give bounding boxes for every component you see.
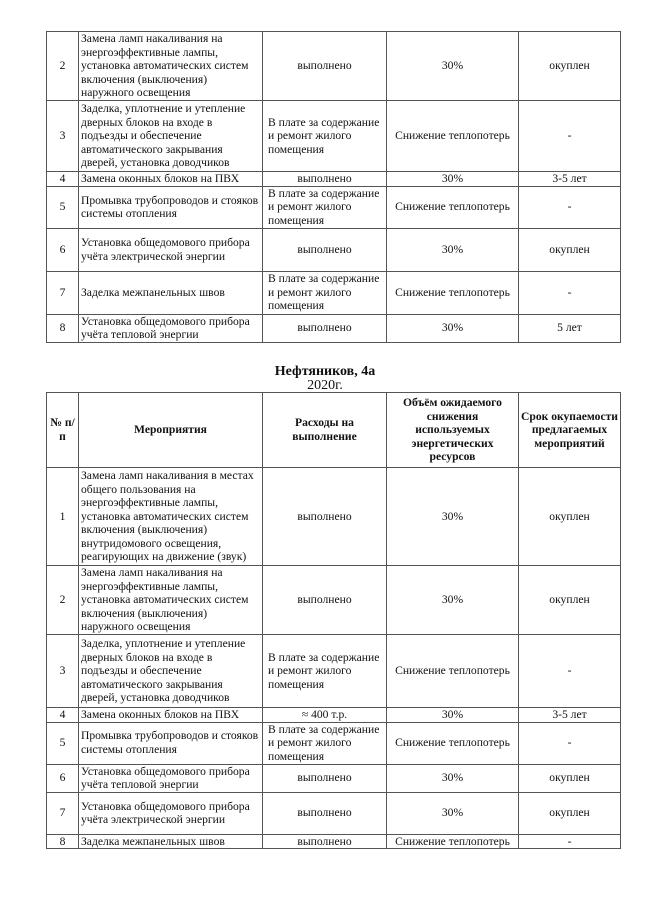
row-number: 5 <box>47 186 79 228</box>
payback-cell: - <box>519 834 621 849</box>
cost-cell: выполнено <box>263 834 387 849</box>
table-row <box>47 314 621 342</box>
row-number: 8 <box>47 314 79 342</box>
cost-cell: выполнено <box>263 792 387 834</box>
row-number: 5 <box>47 722 79 764</box>
volume-cell: 30% <box>387 468 519 566</box>
measures-table <box>46 392 621 849</box>
table-row <box>47 634 621 707</box>
payback-cell: окуплен <box>519 566 621 635</box>
volume-cell: Снижение теплопотерь <box>387 271 519 314</box>
table-row <box>47 271 621 314</box>
payback-cell: - <box>519 634 621 707</box>
activity-cell: Установка общедомового прибора учёта тепловой энергии <box>79 314 263 342</box>
row-number: 3 <box>47 634 79 707</box>
table-row <box>47 172 621 187</box>
table-row <box>47 228 621 271</box>
table-row <box>47 722 621 764</box>
payback-cell: окуплен <box>519 792 621 834</box>
activity-cell: Промывка трубопроводов и стояков системы отопления <box>79 186 263 228</box>
cost-cell: В плате за содержание и ремонт жилого помещения <box>263 634 387 707</box>
payback-cell: - <box>519 101 621 172</box>
activity-cell: Установка общедомового прибора учёта электрической энергии <box>79 792 263 834</box>
cost-cell: выполнено <box>263 468 387 566</box>
table-row <box>47 186 621 228</box>
payback-cell: 5 лет <box>519 314 621 342</box>
activity-cell: Заделка, уплотнение и утепление дверных блоков на входе в подъезды и обеспечение автоматического закрывания дверей, установка доводчиков <box>79 101 263 172</box>
cost-cell: В плате за содержание и ремонт жилого помещения <box>263 271 387 314</box>
table-row <box>47 468 621 566</box>
payback-cell: - <box>519 186 621 228</box>
header-activity: Мероприятия <box>79 393 263 468</box>
volume-cell: 30% <box>387 566 519 635</box>
payback-cell: окуплен <box>519 32 621 101</box>
volume-cell: 30% <box>387 314 519 342</box>
row-number: 4 <box>47 707 79 722</box>
cost-cell: выполнено <box>263 566 387 635</box>
row-number: 6 <box>47 764 79 792</box>
table-row <box>47 32 621 101</box>
row-number: 7 <box>47 792 79 834</box>
cost-cell: выполнено <box>263 314 387 342</box>
activity-cell: Заделка межпанельных швов <box>79 271 263 314</box>
header-number: № п/п <box>47 393 79 468</box>
activity-cell: Заделка межпанельных швов <box>79 834 263 849</box>
activity-cell: Промывка трубопроводов и стояков системы отопления <box>79 722 263 764</box>
payback-cell: - <box>519 271 621 314</box>
payback-cell: 3-5 лет <box>519 707 621 722</box>
payback-cell: окуплен <box>519 468 621 566</box>
payback-cell: 3-5 лет <box>519 172 621 187</box>
row-number: 6 <box>47 228 79 271</box>
row-number: 4 <box>47 172 79 187</box>
cost-cell: выполнено <box>263 32 387 101</box>
volume-cell: Снижение теплопотерь <box>387 634 519 707</box>
payback-cell: окуплен <box>519 228 621 271</box>
activity-cell: Замена оконных блоков на ПВХ <box>79 707 263 722</box>
cost-cell: ≈ 400 т.р. <box>263 707 387 722</box>
cost-cell: выполнено <box>263 228 387 271</box>
volume-cell: Снижение теплопотерь <box>387 101 519 172</box>
activity-cell: Установка общедомового прибора учёта тепловой энергии <box>79 764 263 792</box>
header-cost: Расходы на выполнение <box>263 393 387 468</box>
payback-cell: - <box>519 722 621 764</box>
volume-cell: 30% <box>387 792 519 834</box>
section-title-year: 2020г. <box>307 378 343 393</box>
volume-cell: 30% <box>387 707 519 722</box>
row-number: 1 <box>47 468 79 566</box>
volume-cell: Снижение теплопотерь <box>387 834 519 849</box>
table-row <box>47 792 621 834</box>
table-header-row <box>47 393 621 468</box>
volume-cell: Снижение теплопотерь <box>387 722 519 764</box>
volume-cell: 30% <box>387 32 519 101</box>
volume-cell: 30% <box>387 764 519 792</box>
header-payback: Срок окупаемости предлагаемых мероприятий <box>519 393 621 468</box>
activity-cell: Заделка, уплотнение и утепление дверных блоков на входе в подъезды и обеспечение автоматического закрывания дверей, установка доводчиков <box>79 634 263 707</box>
volume-cell: 30% <box>387 172 519 187</box>
table-row <box>47 101 621 172</box>
cost-cell: выполнено <box>263 764 387 792</box>
header-volume: Объём ожидаемого снижения используемых энергетических ресурсов <box>387 393 519 468</box>
table-row <box>47 566 621 635</box>
table-row <box>47 764 621 792</box>
activity-cell: Замена ламп накаливания на энергоэффективные лампы, установка автоматических систем включения (выключения) наружного освещения <box>79 32 263 101</box>
activity-cell: Замена ламп накаливания на энергоэффективные лампы, установка автоматических систем включения (выключения) наружного освещения <box>79 566 263 635</box>
row-number: 3 <box>47 101 79 172</box>
volume-cell: Снижение теплопотерь <box>387 186 519 228</box>
row-number: 2 <box>47 566 79 635</box>
cost-cell: В плате за содержание и ремонт жилого помещения <box>263 722 387 764</box>
cost-cell: выполнено <box>263 172 387 187</box>
activity-cell: Установка общедомового прибора учёта электрической энергии <box>79 228 263 271</box>
activity-cell: Замена оконных блоков на ПВХ <box>79 172 263 187</box>
row-number: 2 <box>47 32 79 101</box>
payback-cell: окуплен <box>519 764 621 792</box>
table-row <box>47 834 621 849</box>
table-row <box>47 707 621 722</box>
measures-table-previous <box>46 31 621 343</box>
activity-cell: Замена ламп накаливания в местах общего пользования на энергоэффективные лампы, установка автоматических систем включения (выключения) внутридомового освещения, реагирующих на движение (звук) <box>79 468 263 566</box>
row-number: 8 <box>47 834 79 849</box>
row-number: 7 <box>47 271 79 314</box>
cost-cell: В плате за содержание и ремонт жилого помещения <box>263 186 387 228</box>
volume-cell: 30% <box>387 228 519 271</box>
section-title-address: Нефтяников, 4а <box>274 364 376 379</box>
cost-cell: В плате за содержание и ремонт жилого помещения <box>263 101 387 172</box>
